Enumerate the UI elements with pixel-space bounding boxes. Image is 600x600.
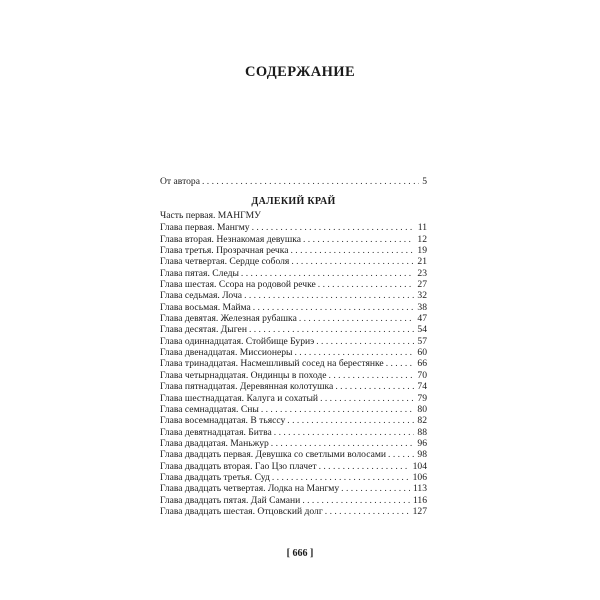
toc-entry-page: 116: [412, 494, 427, 506]
toc-entry-chapter: [160, 358, 427, 369]
dot-leader: [274, 427, 415, 438]
toc-entry-page: 74: [417, 381, 427, 393]
toc-entry-chapter: [160, 370, 427, 381]
toc-entry-chapter: [160, 256, 427, 267]
dot-leader: [271, 438, 415, 449]
toc-entry-chapter: [160, 438, 427, 449]
toc-entry-label: Глава девятнадцатая. Битва: [160, 426, 272, 438]
toc-entry-chapter: [160, 415, 427, 426]
dot-leader: [295, 347, 415, 358]
dot-leader: [291, 256, 414, 267]
toc-entry-label: Глава вторая. Незнакомая девушка: [160, 233, 301, 245]
toc-entry-label: Глава первая. Мангму: [160, 222, 250, 234]
toc-entry-label: Глава семнадцатая. Сны: [160, 403, 259, 415]
dot-leader: [202, 176, 419, 187]
toc-entry-page: 60: [417, 347, 427, 359]
toc-entry-label: Глава девятая. Железная рубашка: [160, 313, 297, 325]
toc-entry-label: Глава шестая. Ссора на родовой речке: [160, 279, 316, 291]
part-title: Часть первая. МАНГМУ: [160, 210, 261, 222]
toc-entry-page: 5: [422, 176, 427, 187]
page-number-value: 666: [292, 548, 308, 559]
toc-entry-label: Глава двадцать четвертая. Лодка на Мангму: [160, 483, 340, 495]
dot-leader: [287, 415, 414, 426]
toc-entry-page: 70: [417, 369, 427, 381]
toc-entry-page: 32: [417, 290, 427, 302]
page-number: [0, 548, 600, 559]
dot-leader: [253, 302, 415, 313]
toc-entry-chapter: [160, 336, 427, 347]
toc-entry-page: 57: [417, 335, 427, 347]
toc-entry-page: 113: [412, 483, 427, 495]
toc-entry-chapter: [160, 279, 427, 290]
toc-entry-chapter: [160, 472, 427, 483]
bracket-left-icon: [: [286, 548, 290, 559]
toc-entry-page: 38: [417, 301, 427, 313]
dot-leader: [388, 449, 414, 460]
toc-entry-page: 21: [417, 256, 427, 268]
toc-entry-chapter: [160, 495, 427, 506]
toc-entry-page: 19: [417, 245, 427, 257]
toc-entry-page: 11: [417, 222, 427, 234]
toc-entry-label: Глава двенадцатая. Миссионеры: [160, 347, 293, 359]
toc-entry-label: Глава четырнадцатая. Ондинцы в походе: [160, 369, 327, 381]
toc-entry-chapter: [160, 381, 427, 392]
toc-entry-chapter: [160, 506, 427, 517]
toc-entry-label: Глава двадцать шестая. Отцовский долг: [160, 505, 323, 517]
toc-entry-label: Глава восемнадцатая. В тьяссу: [160, 415, 286, 427]
dot-leader: [329, 370, 415, 381]
dot-leader: [319, 461, 410, 472]
dot-leader: [325, 506, 410, 517]
toc-entry-page: 79: [417, 392, 427, 404]
toc-entry-page: 82: [417, 415, 427, 427]
dot-leader: [335, 381, 414, 392]
toc-entry-label: Глава двадцатая. Маньжур: [160, 437, 269, 449]
toc-entry-label: Глава двадцать первая. Девушка со светлыми волосами: [160, 449, 387, 461]
toc-entry-page: 66: [417, 358, 427, 370]
toc-entry-label: От автора: [160, 176, 200, 187]
toc-entry-page: 127: [412, 505, 427, 517]
bracket-right-icon: ]: [310, 548, 314, 559]
toc-entry-label: Глава восьмая. Майма: [160, 301, 251, 313]
toc-entry-page: 96: [417, 437, 427, 449]
toc-entry-chapter: [160, 449, 427, 460]
dot-leader: [320, 393, 414, 404]
toc-entry-chapter: [160, 268, 427, 279]
dot-leader: [299, 313, 415, 324]
toc-entry-page: 23: [417, 267, 427, 279]
page-title: СОДЕРЖАНИЕ: [244, 64, 356, 80]
dot-leader: [316, 336, 414, 347]
dot-leader: [241, 268, 415, 279]
toc-entry-page: 80: [417, 403, 427, 415]
toc-entry-chapter: [160, 427, 427, 438]
toc-entry-chapter: [160, 302, 427, 313]
dot-leader: [303, 234, 414, 245]
dot-leader: [318, 279, 415, 290]
toc-entry-page: 98: [417, 449, 427, 461]
toc-entry-label: Глава шестнадцатая. Калуга и сохатый: [160, 392, 319, 404]
toc-entry-label: Глава одиннадцатая. Стойбище Буриэ: [160, 335, 315, 347]
toc-entry-page: 88: [417, 426, 427, 438]
toc-entry-chapter: [160, 290, 427, 301]
dot-leader: [302, 495, 410, 506]
toc-entry-label: Глава тринадцатая. Насмешливый сосед на берестянке: [160, 358, 384, 370]
toc-entry-chapter: [160, 245, 427, 256]
toc-entry-chapter: [160, 324, 427, 335]
toc-entry-label: Глава двадцать пятая. Дай Самани: [160, 494, 301, 506]
toc-entry-chapter: [160, 393, 427, 404]
toc-entry-author: [160, 176, 427, 187]
section-title: ДАЛЕКИЙ КРАЙ: [251, 196, 336, 208]
toc-entry-label: Глава двадцать третья. Суд: [160, 471, 270, 483]
toc-entry-chapter: [160, 483, 427, 494]
toc-entry-label: Глава двадцать вторая. Гао Цзо плачет: [160, 460, 317, 472]
toc-entry-chapter: [160, 313, 427, 324]
toc-entry-label: Глава пятнадцатая. Деревянная колотушка: [160, 381, 334, 393]
dot-leader: [272, 472, 410, 483]
toc-entry-chapter: [160, 347, 427, 358]
dot-leader: [249, 324, 414, 335]
chapter-list: [160, 222, 427, 517]
dot-leader: [261, 404, 415, 415]
toc-entry-page: 27: [417, 279, 427, 291]
toc-entry-page: 47: [417, 313, 427, 325]
toc-entry-label: Глава четвертая. Сердце соболя: [160, 256, 290, 268]
dot-leader: [252, 222, 415, 233]
toc-entry-chapter: [160, 461, 427, 472]
toc-entry-page: 104: [412, 460, 427, 472]
toc-entry-page: 54: [417, 324, 427, 336]
toc-entry-page: 12: [417, 233, 427, 245]
toc-entry-page: 106: [412, 471, 427, 483]
toc-entry-label: Глава седьмая. Лоча: [160, 290, 243, 302]
table-of-contents: [160, 176, 427, 517]
dot-leader: [291, 245, 415, 256]
dot-leader: [244, 290, 414, 301]
toc-entry-chapter: [160, 234, 427, 245]
dot-leader: [386, 358, 415, 369]
toc-entry-label: Глава десятая. Дыген: [160, 324, 247, 336]
toc-entry-label: Глава пятая. Следы: [160, 267, 239, 279]
dot-leader: [341, 483, 410, 494]
toc-entry-label: Глава третья. Прозрачная речка: [160, 245, 289, 257]
toc-entry-chapter: [160, 222, 427, 233]
toc-entry-chapter: [160, 404, 427, 415]
